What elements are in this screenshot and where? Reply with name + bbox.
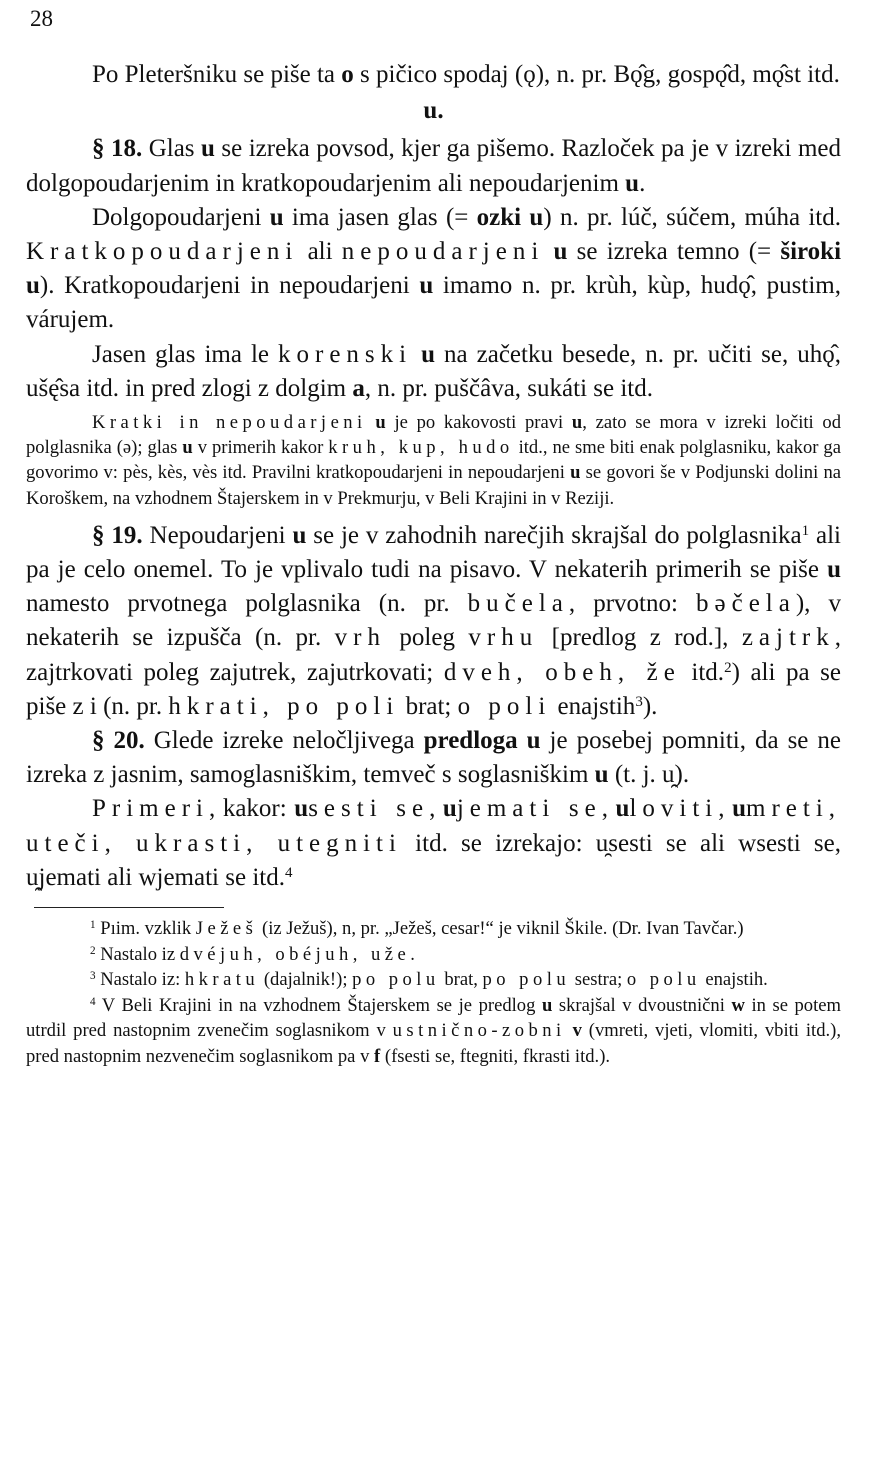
text-run: , xyxy=(601,795,616,823)
text-run: ima jasen glas (= xyxy=(283,203,477,231)
text-run: Po Pleteršniku se piše ta xyxy=(92,61,342,88)
text-run: (t. j. u̯). xyxy=(608,761,690,789)
bold-letter: u xyxy=(594,761,609,789)
text-run xyxy=(412,341,421,368)
text-run: ) n. pr. lúč, súčem, múha itd. xyxy=(543,203,841,231)
spaced-term: vrh xyxy=(334,624,386,652)
text-run: Glas xyxy=(142,135,202,163)
bold-term: široki u xyxy=(26,238,842,300)
bold-letter: u xyxy=(421,340,436,368)
spaced-term: po polu xyxy=(482,969,571,991)
bold-letter: u xyxy=(570,462,581,484)
text-run: , xyxy=(718,795,733,823)
spaced-term: hkratu xyxy=(184,969,260,991)
page-body xyxy=(26,58,841,1070)
footnote-1 xyxy=(26,916,841,942)
text-run: itd., ne sme biti enak polglasniku, kakor ga govorimo v: pès, kès, vès itd. Pravilni kratkopoudarjeni in nepoudarjeni xyxy=(26,437,841,484)
text-run: ali pa je celo onemel. To je vplivalo tudi na pisavo. V nekaterih primerih se piše xyxy=(26,521,841,584)
spaced-term: sesti se xyxy=(308,795,430,823)
text-run: poleg xyxy=(385,624,469,652)
text-run: brat, xyxy=(439,969,483,991)
text-run: , zajtrkovati poleg zajutrek, zajutrkovati; xyxy=(26,624,841,686)
bold-letter: v xyxy=(572,1020,582,1042)
text-run: enajstih. xyxy=(700,969,768,991)
page-number: 28 xyxy=(30,6,53,31)
section-20 xyxy=(26,724,841,792)
text-run: (vmreti, vjeti, vlomiti, vbiti itd.), pred nastopnim nezvenečim soglasnikom pa v xyxy=(26,1020,841,1068)
bold-letter: w xyxy=(731,994,745,1016)
section-sign: § 20. xyxy=(92,727,145,755)
text-run: se izreka povsod, kjer ga pišemo. Razloček pa je v izreki med dolgopoudarjenim in kratkopoudarjenim ali nepoudarjenim xyxy=(26,135,842,197)
spaced-term: nepoudarjeni xyxy=(341,238,545,266)
spaced-term: kruh, kup, hudo xyxy=(328,437,514,459)
bold-letter: u xyxy=(541,994,553,1016)
text-run: (fsesti se, ftegniti, fkrasti itd.). xyxy=(380,1046,611,1068)
text-run: sestra; xyxy=(570,969,627,991)
text-run: [predlog z rod.], xyxy=(538,624,742,652)
spaced-term: bəčela xyxy=(696,590,796,618)
bold-term: predloga u xyxy=(423,727,541,755)
spaced-term: bučela xyxy=(467,590,569,618)
text-run: v primerih kakor xyxy=(192,437,329,459)
bold-letter: u xyxy=(269,203,284,231)
spaced-term: o poli xyxy=(457,692,552,720)
footnote-4 xyxy=(26,993,841,1070)
bold-letter: u xyxy=(201,135,215,163)
text-run: . xyxy=(410,943,415,965)
text-run: Nastalo iz: xyxy=(95,969,185,991)
text-run: , n. pr. puščâva, sukáti se itd. xyxy=(364,374,653,402)
footnote-number: 1 xyxy=(90,918,96,931)
bold-letter: u xyxy=(442,795,457,823)
text-run: Nastalo iz xyxy=(95,943,180,965)
bold-letter: u xyxy=(827,556,841,584)
bold-letter: u xyxy=(292,521,307,549)
spaced-term: Primeri xyxy=(92,795,209,823)
text-run: je po kakovosti pravi xyxy=(385,412,572,434)
footnote-ref: 3 xyxy=(635,693,643,710)
spaced-term: dvéjuh, obéjuh, uže xyxy=(179,943,411,965)
spaced-term: dveh, obeh, že xyxy=(443,658,681,686)
footnote-2 xyxy=(26,942,841,968)
text-run: na začetku besede, n. pr. učiti se, uhǫ̂, ušę̂sa itd. in pred zlogi z dolgim xyxy=(26,340,842,402)
footnote-3 xyxy=(26,967,841,993)
text-run: Nepoudarjeni xyxy=(142,521,293,549)
text-run: Glede izreke neločljivega xyxy=(144,727,424,755)
text-run: ), v nekaterih se izpušča (n. pr. xyxy=(26,590,842,652)
spaced-term: ustnično-zobni xyxy=(392,1020,566,1042)
spaced-term: hkrati, po poli xyxy=(168,692,400,720)
spaced-term: Kratki in nepoudarjeni xyxy=(92,412,367,434)
bold-letter: u xyxy=(419,272,434,300)
text-run: in se potem utrdil pred nastopnim zvenečim soglasnikom v xyxy=(26,994,841,1042)
section-19 xyxy=(26,519,841,724)
text-run: itd. xyxy=(680,658,725,686)
text-run: imamo n. pr. krùh, kùp, hudǫ̂, pustim, várujem. xyxy=(26,272,841,334)
section-sign: § 19. xyxy=(92,521,143,549)
footnote-ref: 4 xyxy=(284,864,293,881)
spaced-term: zajtrk xyxy=(741,624,835,652)
text-run: se govori še v Podjunski dolini na Koroškem, na vzhodnem Štajerskem in v Prekmurju, v Beli Krajini in v Reziji. xyxy=(26,462,841,509)
spaced-term: mreti, uteči, ukrasti, utegniti xyxy=(26,795,842,857)
section-sign: § 18. xyxy=(92,135,143,163)
small-print-note xyxy=(26,410,841,511)
section-18 xyxy=(26,132,841,200)
paragraph-pletersnik xyxy=(26,58,841,92)
bold-letter: f xyxy=(374,1046,381,1068)
text-run: namesto prvotnega polglasnika (n. pr. xyxy=(26,590,468,618)
text-run: se je v zahodnih narečjih skrajšal do polglasnika xyxy=(306,521,802,549)
spaced-term: Ježeš xyxy=(195,918,258,940)
paragraph-dolgopoudarjeni xyxy=(26,201,841,338)
text-run: s pičico spodaj (ǫ), n. pr. Bǫ̂g, gospǫ̂d, mǫ̂st itd. xyxy=(353,61,840,88)
spaced-term: loviti xyxy=(629,795,719,823)
spaced-term: Kratkopoudarjeni xyxy=(26,238,299,266)
footnote-ref: 1 xyxy=(801,522,810,539)
bold-letter: u xyxy=(553,238,568,266)
bold-letter: a xyxy=(352,374,365,402)
spaced-term: jemati se xyxy=(456,795,602,823)
text-run: brat; xyxy=(399,692,458,720)
text-run: ) ali pa se piše z i (n. pr. xyxy=(26,658,841,720)
text-run: V Beli Krajini in na vzhodnem Štajerskem se je predlog xyxy=(95,994,542,1016)
text-run: itd. se izrekajo: u̯sesti se ali wsesti se, u̯jemati ali wjemati se itd. xyxy=(26,829,841,891)
text-run: je posebej pomniti, da se ne izreka z jasnim, samoglasniškim, temveč s soglasniškim xyxy=(26,727,841,789)
text-run: Jasen glas ima le xyxy=(92,340,278,368)
bold-term: ozki u xyxy=(476,203,544,231)
text-run: , kakor: xyxy=(209,795,295,823)
footnote-number: 2 xyxy=(90,944,96,957)
text-run xyxy=(566,1020,573,1041)
bold-letter: o xyxy=(341,61,354,88)
text-run: , xyxy=(429,795,443,823)
text-run: Dolgopoudarjeni xyxy=(92,203,270,231)
text-run: , zato se mora v izreki ločiti od polglasnika (ə); glas xyxy=(26,412,842,459)
text-run: (iz Ježuš), n, pr. „Ježeš, cesar!“ je viknil Škile. (Dr. Ivan Tavčar.) xyxy=(257,918,744,940)
paragraph-primeri xyxy=(26,792,841,895)
text-run: se izreka temno (= xyxy=(567,238,781,266)
text-run: . xyxy=(639,169,646,197)
text-run: , prvotno: xyxy=(568,590,697,618)
bold-letter: u xyxy=(615,795,630,823)
spaced-term: vrhu xyxy=(468,624,539,652)
bold-letter: u xyxy=(375,412,386,434)
text-run: enajstih xyxy=(551,692,636,720)
text-run: ). Kratkopoudarjeni in nepoudarjeni xyxy=(39,272,420,300)
spaced-term: o polu xyxy=(626,969,701,991)
bold-letter: u xyxy=(625,169,640,197)
text-run: (dajalnik!); xyxy=(259,969,353,991)
section-heading-u: u. xyxy=(423,97,444,125)
footnote-divider xyxy=(34,907,224,908)
text-run: ). xyxy=(642,692,658,720)
text-run xyxy=(544,238,553,265)
text-run: Pıim. vzklik xyxy=(95,918,196,940)
footnote-number: 3 xyxy=(90,970,96,983)
bold-letter: u xyxy=(732,795,746,823)
text-run: ali xyxy=(298,238,342,266)
footnote-number: 4 xyxy=(90,995,96,1008)
footnote-ref: 2 xyxy=(724,659,732,676)
text-run: skrajšal v dvoustnični xyxy=(552,994,732,1016)
bold-letter: u xyxy=(294,795,309,823)
bold-letter: u xyxy=(571,412,583,434)
spaced-term: po polu xyxy=(352,969,440,991)
spaced-term: korenski xyxy=(278,340,413,368)
paragraph-jasen-glas xyxy=(26,338,841,406)
bold-letter: u xyxy=(182,437,193,459)
